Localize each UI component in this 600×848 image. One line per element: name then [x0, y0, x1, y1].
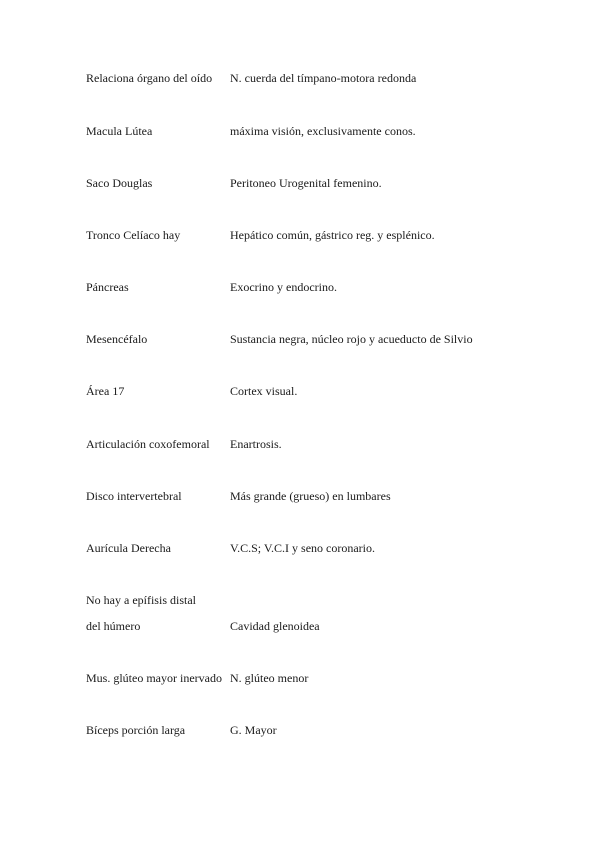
- definition-5: Exocrino y endocrino.: [230, 280, 337, 294]
- definition-12: N. glúteo menor: [230, 671, 309, 685]
- term-2: Macula Lútea: [86, 124, 153, 138]
- term-9: Disco intervertebral: [86, 489, 182, 503]
- term-8: Articulación coxofemoral: [86, 437, 210, 451]
- definition-13: G. Mayor: [230, 723, 277, 737]
- definition-4: Hepático común, gástrico reg. y esplénico.: [230, 228, 435, 242]
- definition-7: Cortex visual.: [230, 384, 298, 398]
- term-12: Mus. glúteo mayor inervado: [86, 671, 222, 685]
- definition-9: Más grande (grueso) en lumbares: [230, 489, 391, 503]
- term-13: Bíceps porción larga: [86, 723, 186, 737]
- term-10: Aurícula Derecha: [86, 541, 171, 555]
- term-3: Saco Douglas: [86, 176, 153, 190]
- definition-3: Peritoneo Urogenital femenino.: [230, 176, 382, 190]
- term-5: Páncreas: [86, 280, 129, 294]
- definition-10: V.C.S; V.C.I y seno coronario.: [230, 541, 376, 555]
- term-11-line-2: del húmero: [86, 619, 141, 633]
- term-7: Área 17: [86, 384, 125, 398]
- definition-11: Cavidad glenoidea: [230, 619, 320, 633]
- definition-6: Sustancia negra, núcleo rojo y acueducto de Silvio: [230, 332, 473, 346]
- definition-8: Enartrosis.: [230, 437, 282, 451]
- term-1: Relaciona órgano del oído: [86, 71, 213, 85]
- term-4: Tronco Celíaco hay: [86, 228, 181, 242]
- term-6: Mesencéfalo: [86, 332, 148, 346]
- term-11-line-1: No hay a epífisis distal: [86, 593, 196, 607]
- definition-2: máxima visión, exclusivamente conos.: [230, 124, 416, 138]
- definition-1: N. cuerda del tímpano-motora redonda: [230, 71, 417, 85]
